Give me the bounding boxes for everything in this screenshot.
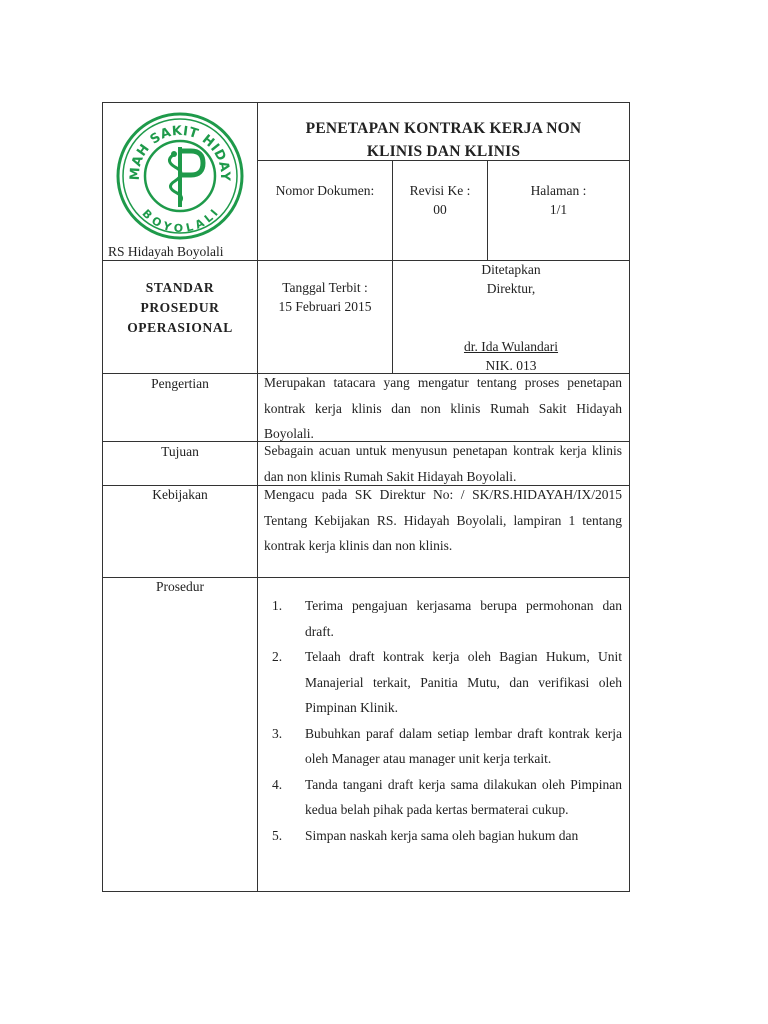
kebijakan-label: Kebijakan (152, 487, 208, 502)
step-number: 1. (272, 598, 283, 613)
table-border-top (102, 102, 630, 103)
approver-nik: NIK. 013 (485, 358, 537, 373)
approval-cell (393, 260, 629, 298)
list-item (264, 772, 622, 823)
issue-date-value: 15 Februari 2015 (278, 299, 372, 314)
revision-cell (393, 181, 487, 219)
step-number: 2. (272, 649, 283, 664)
title-line-2: KLINIS DAN KLINIS (366, 143, 521, 160)
sop-line-2: PROSEDUR (140, 300, 220, 315)
title-line-1: PENETAPAN KONTRAK KERJA NON (305, 120, 582, 137)
logo-arc-top: MAH SAKIT HIDAY (127, 123, 233, 181)
column-divider (257, 102, 258, 892)
table-border-bottom (102, 891, 630, 892)
approved-label: Ditetapkan (481, 262, 541, 277)
list-item (264, 644, 622, 721)
approver-name: dr. Ida Wulandari (463, 339, 559, 354)
step-text: Simpan naskah kerja sama oleh bagian hukum dan (305, 827, 579, 843)
step-text: Bubuhkan paraf dalam setiap lembar draft kontrak kerja oleh Manager atau manager unit kerja terkait. (305, 725, 622, 766)
pengertian-label: Pengertian (151, 376, 209, 391)
logo-emblem-icon (115, 111, 245, 241)
hospital-logo (115, 111, 245, 241)
list-item (264, 721, 622, 772)
issue-date-label: Tanggal Terbit : (282, 280, 368, 295)
doc-number-label: Nomor Dokumen: (275, 183, 375, 198)
revision-label: Revisi Ke : (409, 183, 471, 198)
hospital-name: RS Hidayah Boyolali (108, 244, 224, 259)
table-border-right (629, 102, 630, 892)
sop-line-3: OPERASIONAL (127, 320, 233, 335)
sop-line-1: STANDAR (145, 280, 215, 295)
kebijakan-text: Mengacu pada SK Direktur No: / SK/RS.HIDAYAH/IX/2015 Tentang Kebijakan RS. Hidayah Boyolali, lampiran 1 tentang kontrak kerja klinis dan non klinis. (264, 487, 622, 553)
page-label: Halaman : (530, 183, 587, 198)
step-text: Telaah draft kontrak kerja oleh Bagian Hukum, Unit Manajerial terkait, Panitia Mutu, dan verifikasi oleh Pimpinan Klinik. (305, 649, 622, 715)
step-number: 5. (272, 827, 283, 843)
sop-label (103, 278, 257, 338)
document-title (258, 117, 629, 163)
sop-document (102, 102, 630, 892)
approver-title: Direktur, (486, 281, 536, 296)
logo-arc-bottom: BOYOLALI (139, 206, 222, 236)
tujuan-text: Sebagain acuan untuk menyusun penetapan kontrak kerja klinis dan non klinis Rumah Sakit Hidayah Boyolali. (264, 443, 622, 484)
prosedur-list (264, 593, 622, 889)
tujuan-label: Tujuan (161, 444, 199, 459)
step-text: Terima pengajuan kerjasama berupa permohonan dan draft. (305, 598, 622, 639)
pengertian-text: Merupakan tatacara yang mengatur tentang proses penetapan kontrak kerja klinis dan non klinis Rumah Sakit Hidayah Boyolali. (264, 375, 622, 441)
step-number: 3. (272, 725, 283, 741)
page-value: 1/1 (549, 202, 568, 217)
issue-date-cell (258, 278, 392, 316)
list-item (264, 593, 622, 644)
prosedur-label: Prosedur (156, 579, 204, 594)
page-cell (488, 181, 629, 219)
step-number: 4. (272, 776, 283, 792)
revision-value: 00 (433, 202, 447, 217)
list-item (264, 823, 622, 849)
step-text: Tanda tangani draft kerja sama dilakukan oleh Pimpinan kedua belah pihak pada kertas bermaterai cukup. (305, 776, 622, 817)
